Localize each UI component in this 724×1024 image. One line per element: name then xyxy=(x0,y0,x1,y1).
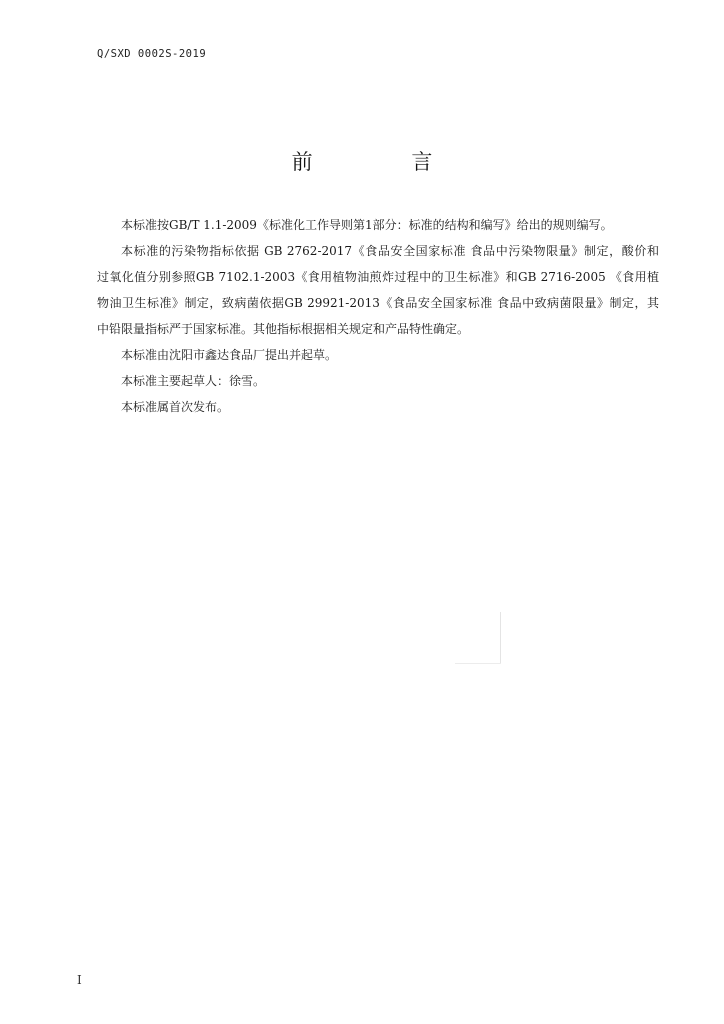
page-number: I xyxy=(77,973,82,987)
paragraph-drafting-rules xyxy=(97,212,659,238)
paragraph-line: 物油卫生标准》制定，致病菌依据GB 29921-2013《食品安全国家标准 食品中致病菌限量》制定，其 xyxy=(97,296,659,310)
paragraph-indicators xyxy=(97,238,659,342)
foreword-body xyxy=(97,212,659,420)
paragraph-drafter xyxy=(97,368,659,394)
page-title: 前 言 xyxy=(291,150,479,174)
scan-artifact xyxy=(455,663,501,664)
paragraph-line: 本标准主要起草人：徐雪。 xyxy=(121,374,266,388)
paragraph-line: 过氧化值分别参照GB 7102.1-2003《食用植物油煎炸过程中的卫生标准》和GB 2716-2005 《食用植 xyxy=(97,270,659,284)
paragraph-proposer xyxy=(97,342,659,368)
standard-code: Q/SXD 0002S-2019 xyxy=(97,48,207,60)
paragraph-line: 本标准按GB/T 1.1-2009《标准化工作导则第1部分：标准的结构和编写》给出的规则编写。 xyxy=(121,218,613,232)
paragraph-line: 中铅限量指标严于国家标准。其他指标根据相关规定和产品特性确定。 xyxy=(97,322,470,336)
paragraph-line: 本标准属首次发布。 xyxy=(121,400,230,414)
scan-artifact xyxy=(500,612,501,664)
paragraph-line: 本标准的污染物指标依据 GB 2762-2017《食品安全国家标准 食品中污染物限量》制定，酸价和 xyxy=(121,244,659,258)
paragraph-first-release xyxy=(97,394,659,420)
paragraph-line: 本标准由沈阳市鑫达食品厂提出并起草。 xyxy=(121,348,338,362)
